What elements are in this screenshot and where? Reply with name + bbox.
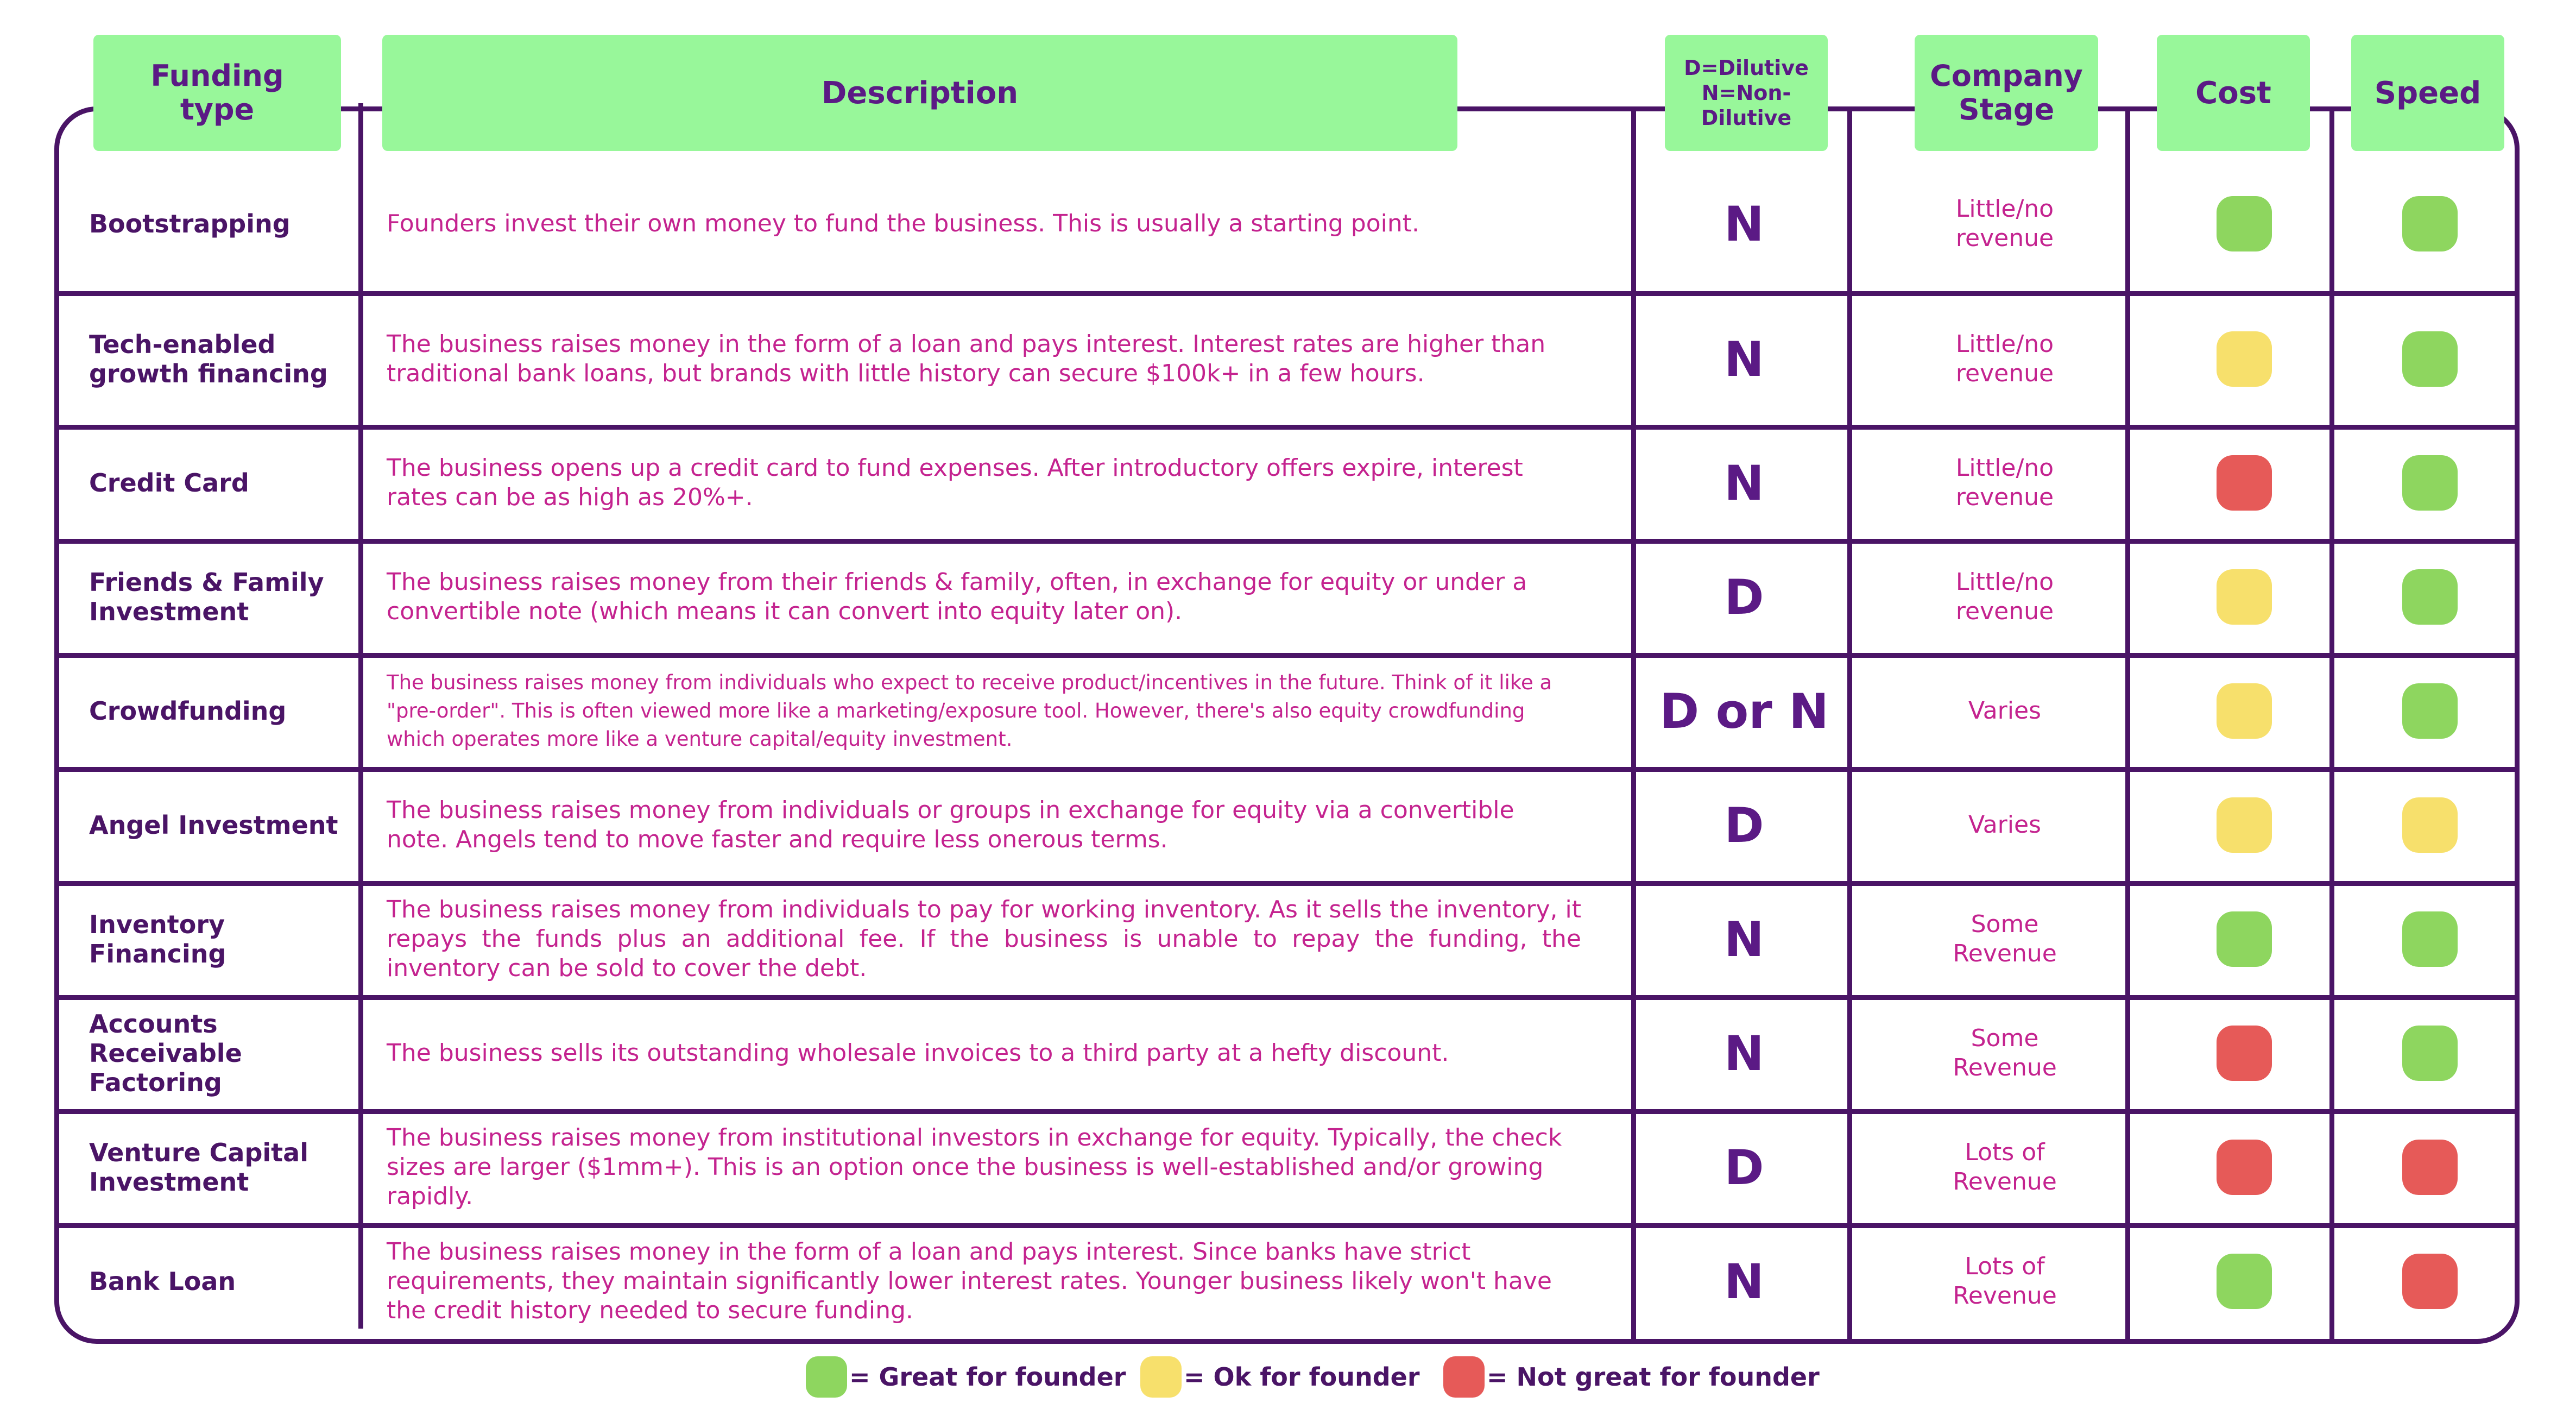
description-cell	[387, 655, 1581, 767]
header-description	[382, 35, 1457, 151]
legend-swatch-great	[806, 1356, 847, 1398]
description-cell	[387, 883, 1581, 995]
header-stage-line: Stage	[1958, 92, 2055, 127]
dilutive-cell	[1637, 427, 1852, 539]
company-stage-cell-text: Varies	[1968, 697, 2041, 725]
legend-swatch-not-great	[1443, 1356, 1485, 1398]
company-stage-cell-text: Little/no revenue	[1955, 454, 2054, 511]
speed-rating-dot	[2402, 683, 2458, 739]
funding-type-cell	[89, 997, 361, 1109]
company-stage-cell	[1856, 541, 2154, 653]
legend-not-great	[1443, 1355, 1820, 1399]
company-stage-cell	[1856, 1111, 2154, 1223]
dilutive-cell-text: N	[1724, 196, 1764, 252]
speed-rating-dot	[2402, 1140, 2458, 1195]
header-cost	[2157, 35, 2310, 151]
description-cell-text: The business opens up a credit card to fund expenses. After introductory offers expire, interest rates can be as high as 20%+.	[387, 454, 1523, 511]
dilutive-cell-text: D or N	[1659, 683, 1829, 739]
dilutive-cell	[1637, 293, 1852, 425]
company-stage-cell	[1856, 293, 2154, 425]
funding-type-cell-text: Tech-enabled growth financing	[89, 330, 328, 388]
funding-type-cell-text: Venture Capital Investment	[89, 1138, 308, 1197]
company-stage-cell-text: Varies	[1968, 811, 2041, 839]
cost-rating-dot	[2217, 1254, 2272, 1309]
company-stage-cell-text: Some Revenue	[1953, 1024, 2057, 1081]
company-stage-cell-text: Lots of Revenue	[1953, 1253, 2057, 1310]
description-cell	[387, 427, 1581, 539]
description-cell	[387, 769, 1581, 881]
description-cell	[387, 293, 1581, 425]
dilutive-cell-text: N	[1724, 1025, 1764, 1081]
company-stage-cell-text: Little/no revenue	[1955, 568, 2054, 625]
funding-type-cell-text: Accounts Receivable Factoring	[89, 1009, 242, 1097]
legend-swatch-ok	[1140, 1356, 1182, 1398]
funding-type-cell-text: Friends & Family Investment	[89, 568, 324, 626]
company-stage-cell	[1856, 1225, 2154, 1337]
speed-rating-dot	[2402, 911, 2458, 967]
funding-type-cell	[89, 1111, 361, 1223]
funding-type-cell	[89, 541, 361, 653]
company-stage-cell	[1856, 997, 2154, 1109]
header-dilutive	[1665, 35, 1828, 151]
header-cost-label: Cost	[2195, 75, 2271, 111]
company-stage-cell-text: Some Revenue	[1953, 910, 2057, 967]
header-description-label: Description	[821, 75, 1019, 111]
legend-ok	[1140, 1355, 1420, 1399]
description-cell-text: The business raises money from individuals to pay for working inventory. As it sells the inventory, it repays the funds plus an additional fee. If the business is unable to repay the funding, the inventory can be sold to cover the debt.	[387, 896, 1581, 982]
cost-rating-dot	[2217, 911, 2272, 967]
company-stage-cell-text: Little/no revenue	[1955, 195, 2054, 252]
header-funding-type-line: type	[180, 92, 255, 127]
company-stage-cell-text: Lots of Revenue	[1953, 1138, 2057, 1196]
dilutive-cell	[1637, 1111, 1852, 1223]
funding-type-cell	[89, 293, 361, 425]
dilutive-cell	[1637, 156, 1852, 291]
dilutive-cell-text: D	[1724, 1139, 1764, 1196]
header-dilutive-line: N=Non-	[1701, 81, 1791, 105]
company-stage-cell	[1856, 769, 2154, 881]
dilutive-cell	[1637, 541, 1852, 653]
speed-rating-dot	[2402, 1254, 2458, 1309]
header-dilutive-line: D=Dilutive	[1684, 56, 1809, 80]
funding-type-cell	[89, 156, 361, 291]
description-cell	[387, 1225, 1581, 1337]
cost-rating-dot	[2217, 1140, 2272, 1195]
header-speed	[2351, 35, 2504, 151]
description-cell	[387, 1111, 1581, 1223]
speed-rating-dot	[2402, 455, 2458, 511]
description-cell-text: The business raises money from individuals who expect to receive product/incentives in the future. Think of it like a "pre-order". This is often viewed more like a marketing/exposure tool. However, there's also equity crowdfunding which operates more like a venture capital/equity investment.	[387, 671, 1552, 751]
dilutive-cell-text: D	[1724, 797, 1764, 853]
cost-rating-dot	[2217, 569, 2272, 625]
funding-type-cell	[89, 883, 361, 995]
cost-rating-dot	[2217, 797, 2272, 853]
funding-type-cell	[89, 427, 361, 539]
funding-type-cell	[89, 655, 361, 767]
cost-rating-dot	[2217, 196, 2272, 251]
dilutive-cell	[1637, 1225, 1852, 1337]
description-cell-text: The business raises money from institutional investors in exchange for equity. Typically, the check sizes are larger ($1mm+). This is an option once the business is well-established and/or growing rapidly.	[387, 1124, 1562, 1210]
description-cell-text: The business sells its outstanding wholesale invoices to a third party at a hefty discount.	[387, 1039, 1449, 1067]
header-speed-label: Speed	[2374, 75, 2482, 111]
funding-type-cell-text: Inventory Financing	[89, 910, 226, 968]
speed-rating-dot	[2402, 569, 2458, 625]
dilutive-cell	[1637, 883, 1852, 995]
cost-rating-dot	[2217, 683, 2272, 739]
cost-rating-dot	[2217, 331, 2272, 387]
cost-rating-dot	[2217, 455, 2272, 511]
dilutive-cell	[1637, 769, 1852, 881]
dilutive-cell	[1637, 997, 1852, 1109]
legend-great	[806, 1355, 1126, 1399]
speed-rating-dot	[2402, 196, 2458, 251]
speed-rating-dot	[2402, 1026, 2458, 1081]
dilutive-cell-text: N	[1724, 1253, 1764, 1310]
dilutive-cell-text: N	[1724, 331, 1764, 387]
cost-rating-dot	[2217, 1026, 2272, 1081]
description-cell	[387, 997, 1581, 1109]
company-stage-cell-text: Little/no revenue	[1955, 330, 2054, 387]
header-stage-line: Company	[1930, 59, 2083, 93]
description-cell-text: The business raises money in the form of a loan and pays interest. Since banks have strict requirements, they maintain significantly lower interest rates. Younger business likely won't have the credit history needed to secure funding.	[387, 1238, 1552, 1324]
legend-great-label: = Great for founder	[849, 1362, 1126, 1392]
funding-type-cell	[89, 769, 361, 881]
dilutive-cell-text: N	[1724, 455, 1764, 511]
funding-type-cell	[89, 1225, 361, 1337]
company-stage-cell	[1856, 655, 2154, 767]
description-cell-text: The business raises money from their friends & family, often, in exchange for equity or under a convertible note (which means it can convert into equity later on).	[387, 568, 1527, 625]
legend-not-great-label: = Not great for founder	[1487, 1362, 1820, 1392]
company-stage-cell	[1856, 883, 2154, 995]
company-stage-cell	[1856, 156, 2154, 291]
funding-type-cell-text: Bank Loan	[89, 1267, 236, 1296]
dilutive-cell-text: D	[1724, 569, 1764, 625]
description-cell-text: The business raises money from individuals or groups in exchange for equity via a convertible note. Angels tend to move faster and require less onerous terms.	[387, 796, 1514, 853]
header-dilutive-line: Dilutive	[1701, 106, 1792, 130]
description-cell-text: The business raises money in the form of a loan and pays interest. Interest rates are higher than traditional bank loans, but brands with little history can secure $100k+ in a few hours.	[387, 330, 1546, 387]
funding-type-cell-text: Bootstrapping	[89, 209, 291, 238]
description-cell	[387, 541, 1581, 653]
funding-type-cell-text: Angel Investment	[89, 810, 338, 840]
legend-ok-label: = Ok for founder	[1184, 1362, 1420, 1392]
funding-type-cell-text: Credit Card	[89, 468, 249, 498]
speed-rating-dot	[2402, 331, 2458, 387]
funding-type-cell-text: Crowdfunding	[89, 696, 287, 726]
header-funding-type	[93, 35, 341, 151]
description-cell	[387, 156, 1581, 291]
dilutive-cell-text: N	[1724, 911, 1764, 967]
speed-rating-dot	[2402, 797, 2458, 853]
header-company-stage	[1915, 35, 2098, 151]
dilutive-cell	[1637, 655, 1852, 767]
header-funding-type-line: Funding	[150, 59, 284, 93]
description-cell-text: Founders invest their own money to fund the business. This is usually a starting point.	[387, 210, 1419, 237]
company-stage-cell	[1856, 427, 2154, 539]
